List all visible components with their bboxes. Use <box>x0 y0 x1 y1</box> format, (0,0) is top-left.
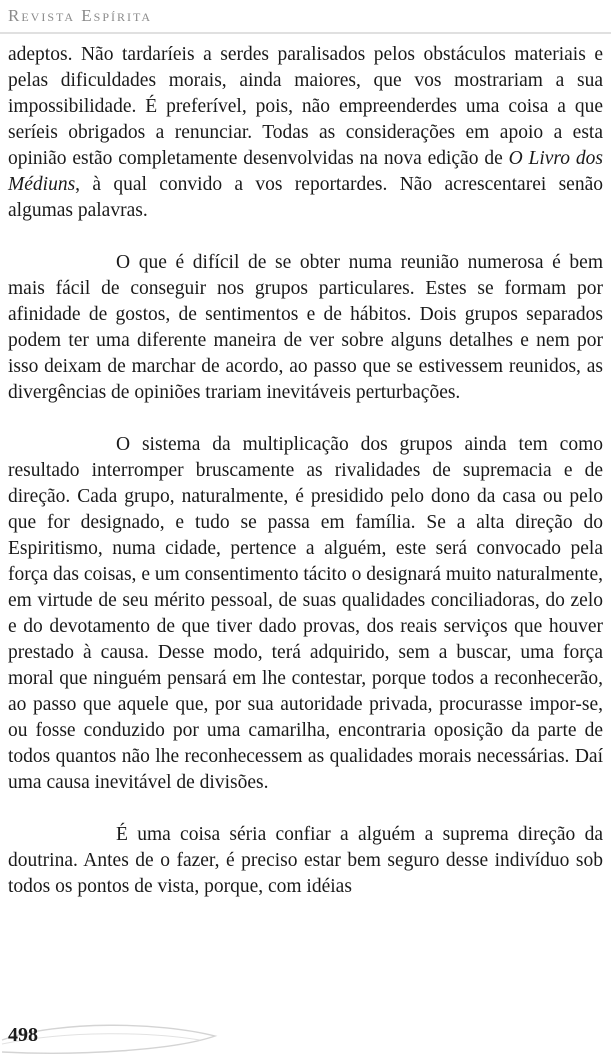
body-text <box>8 42 603 900</box>
header-rule <box>0 32 611 34</box>
footer-ornament <box>0 1010 260 1062</box>
paragraph-1-text-b: , à qual convido a vos reportardes. Não acrescentarei senão algumas palavras. <box>8 174 603 221</box>
page-number: 498 <box>8 1024 38 1046</box>
running-header: Revista Espírita <box>8 6 153 25</box>
book-title: O Livro dos Médiuns <box>8 148 603 195</box>
paragraph-2: O que é difícil de se obter numa reunião numerosa é bem mais fácil de conseguir nos grupos particulares. Estes se formam por afinidade de gostos, de sentimentos e de hábitos. Dois grupos separados podem ter uma diferente maneira de ver sobre alguns detalhes e nem por isso deixam de marchar de acordo, ao passo que se estivessem reunidos, as divergências de opiniões trariam inevitáveis perturbações. <box>8 252 603 403</box>
paragraph-1-text-a: adeptos. Não tardaríeis a serdes paralisados pelos obstáculos materiais e pelas dificuldades morais, ainda maiores, que vos mostrariam a sua impossibilidade. É preferível, pois, não empreenderdes uma coisa a que seríeis obrigados a renunciar. Todas as considerações em apoio a esta opinião estão completamente desenvolvidas na nova edição de <box>8 44 603 169</box>
paragraph-3: O sistema da multiplicação dos grupos ainda tem como resultado interromper bruscamente as rivalidades de supremacia e de direção. Cada grupo, naturalmente, é presidido pelo dono da casa ou pelo que for designado, e tudo se passa em família. Se a alta direção do Espiritismo, numa cidade, pertence a alguém, este será convocado pela força das coisas, e um consentimento tácito o designará muito naturalmente, em virtude de seu mérito pessoal, de suas qualidades conciliadoras, do zelo e do devotamento de que tiver dado provas, dos reais serviços que houver prestado à causa. Desse modo, terá adquirido, sem a buscar, uma força moral que ninguém pensará em lhe contestar, porque todos a reconhecerão, ao passo que aquele que, por sua autoridade privada, procurasse impor-se, ou fosse conduzido por uma camarilha, encontraria oposição da parte de todos quantos não lhe reconhecessem as qualidades morais necessárias. Daí uma causa inevitável de divisões. <box>8 434 603 793</box>
paragraph-4: É uma coisa séria confiar a alguém a suprema direção da doutrina. Antes de o fazer, é preciso estar bem seguro desse indivíduo sob todos os pontos de vista, porque, com idéias <box>8 824 603 897</box>
paragraph-1 <box>8 42 603 224</box>
